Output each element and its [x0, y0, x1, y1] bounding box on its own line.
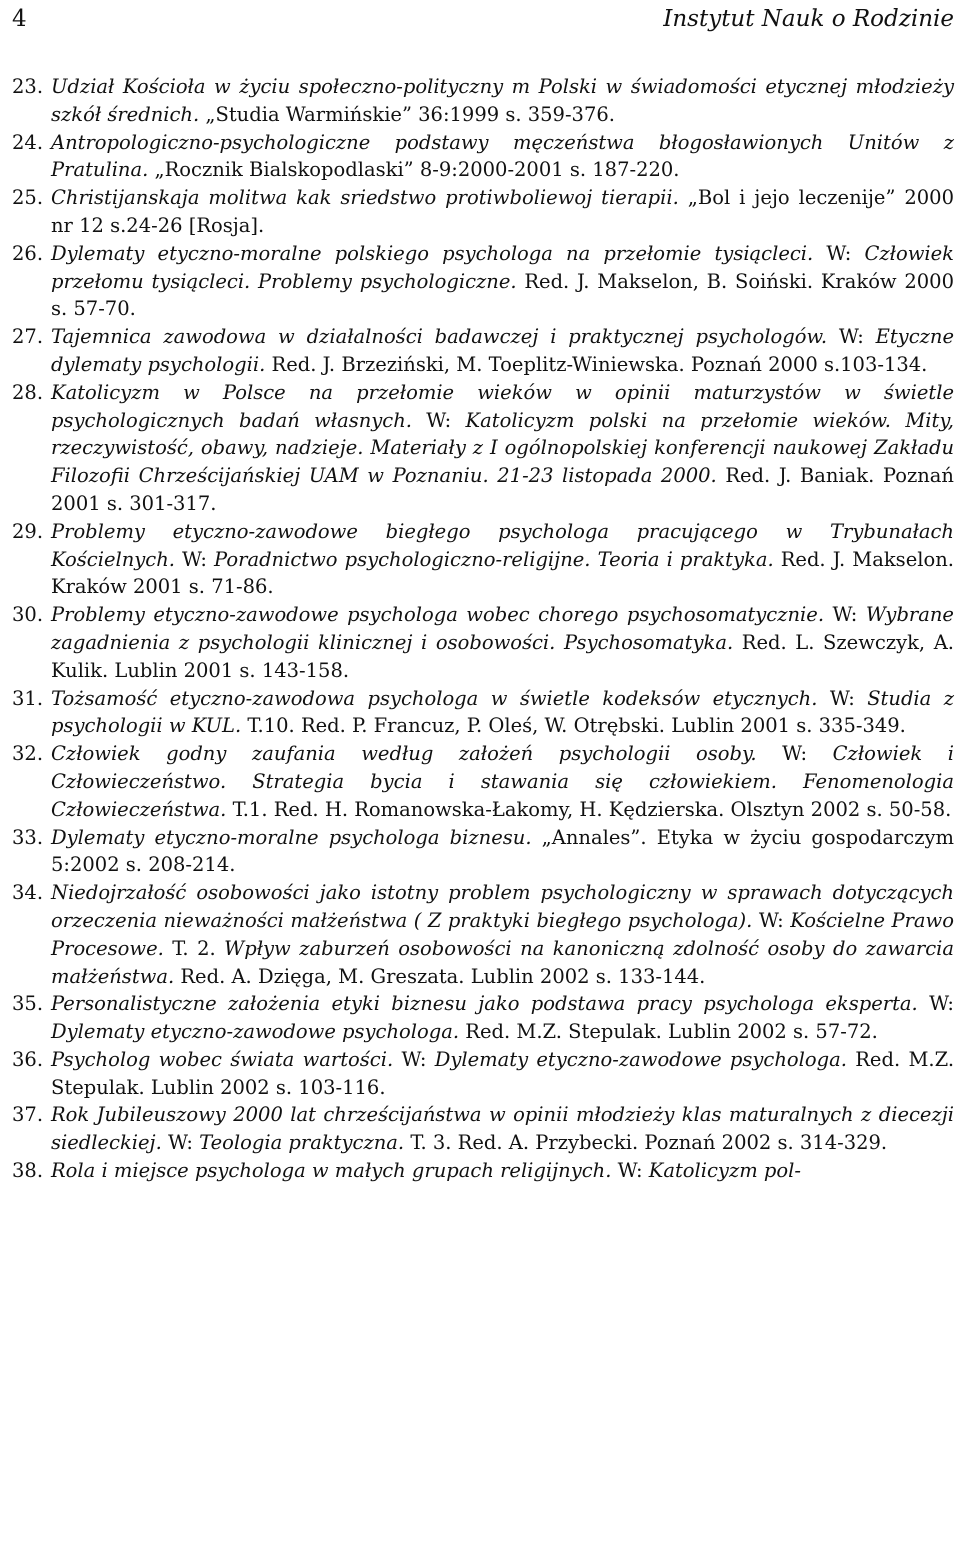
- page-number: 4: [12, 6, 27, 32]
- entry-title: Niedojrzałość osobowości jako istotny problem psychologiczny w sprawach dotyczących orzeczenia nieważności małżeństwa ( Z praktyki biegłego psychologa).: [51, 881, 954, 932]
- entry-in-marker: W:: [827, 325, 876, 349]
- entry-publication: T.10. Red. P. Francuz, P. Oleś, W. Otrębski. Lublin 2001 s. 335-349.: [241, 714, 906, 738]
- entry-publication: „Studia Warmińskie” 36:1999 s. 359-376.: [199, 102, 615, 126]
- entry-number: 26.: [12, 241, 44, 265]
- entry-title: Problemy etyczno-zawodowe biegłego psychologa pracującego w Trybunałach Kościelnych.: [51, 519, 954, 571]
- entry-source: Wybrane zagadnienia z psychologii klinicznej i osobowości. Psychosomatyka.: [51, 603, 954, 654]
- entry-title: Personalistyczne założenia etyki biznesu jako podstawa pracy psychologa eksperta.: [51, 992, 918, 1016]
- bibliography-entry-30: [12, 601, 954, 684]
- entry-number: 31.: [12, 686, 44, 710]
- entry-in-marker: W:: [813, 241, 865, 265]
- entry-number: 32.: [12, 742, 44, 766]
- entry-source: Etyczne dylematy psychologii.: [51, 325, 954, 376]
- entry-source: Człowiek przełomu tysiącleci. Problemy psychologiczne.: [51, 241, 954, 293]
- bibliography-entry-36: [12, 1046, 954, 1102]
- bibliography-entry-25: [12, 184, 954, 240]
- entry-title: Rola i miejsce psychologa w małych grupach religijnych.: [51, 1159, 612, 1183]
- entry-volume: T. 2.: [163, 936, 225, 960]
- entry-publication: „Annales”. Etyka w życiu gospodarczym 5:2002 s. 208-214.: [51, 825, 954, 877]
- entry-in-marker: W:: [756, 742, 833, 766]
- entry-publication: Red. J. Brzeziński, M. Toeplitz-Winiewska. Poznań 2000 s.103-134.: [265, 352, 928, 376]
- entry-number: 38.: [12, 1159, 44, 1183]
- entry-in-marker: W:: [161, 1131, 200, 1155]
- bibliography-entry-32: [12, 740, 954, 823]
- entry-number: 35.: [12, 992, 44, 1016]
- entry-source: Dylematy etyczno-zawodowe psychologa.: [51, 1020, 460, 1044]
- bibliography-entry-28: [12, 379, 954, 518]
- entry-publication: Red. A. Dzięga, M. Greszata. Lublin 2002 s. 133-144.: [174, 964, 706, 988]
- entry-title: Dylematy etyczno-moralne polskiego psychologa na przełomie tysiącleci.: [51, 241, 814, 265]
- entry-number: 36.: [12, 1047, 44, 1071]
- entry-source: Poradnictwo psychologiczno-religijne. Teoria i praktyka.: [214, 547, 774, 571]
- entry-number: 28.: [12, 380, 44, 404]
- document-page: [12, 0, 954, 1545]
- bibliography-entry-38: [12, 1157, 954, 1185]
- entry-source: Człowiek i Człowieczeństwo. Strategia bycia i stawania się człowiekiem. Fenomenologia Człowieczeństwa.: [51, 742, 954, 821]
- entry-publication: T. 3. Red. A. Przybecki. Poznań 2002 s. 314-329.: [404, 1131, 888, 1155]
- bibliography-entry-29: [12, 518, 954, 601]
- entry-source: Studia z psychologii w KUL.: [51, 686, 954, 738]
- bibliography-list: [12, 73, 954, 1185]
- entry-number: 27.: [12, 325, 44, 349]
- entry-title: Psycholog wobec świata wartości.: [51, 1047, 394, 1071]
- bibliography-entry-26: [12, 240, 954, 323]
- bibliography-entry-37: [12, 1101, 954, 1157]
- entry-in-marker: W:: [752, 908, 791, 932]
- entry-source: Dylematy etyczno-zawodowe psychologa.: [434, 1047, 847, 1071]
- bibliography-entry-35: [12, 990, 954, 1046]
- entry-publication: „Bol i jejo leczenije” 2000 nr 12 s.24-26 [Rosja].: [51, 186, 954, 237]
- entry-in-marker: W:: [824, 603, 866, 627]
- entry-publication: Red. M.Z. Stepulak. Lublin 2002 s. 103-116.: [51, 1047, 955, 1099]
- entry-publication: Red. L. Szewczyk, A. Kulik. Lublin 2001 s. 143-158.: [51, 630, 955, 682]
- bibliography-entry-33: [12, 824, 954, 880]
- entry-in-marker: W:: [393, 1047, 435, 1071]
- entry-publication: Red. J. Makselon. Kraków 2001 s. 71-86.: [51, 547, 954, 599]
- entry-title: Christijanskaja molitwa kak sriedstwo protiwboliewoj tierapii.: [51, 186, 679, 210]
- bibliography-entry-24: [12, 129, 954, 185]
- entry-title: Problemy etyczno-zawodowe psychologa wobec chorego psychosomatycznie.: [51, 603, 825, 627]
- entry-title: Antropologiczno-psychologiczne podstawy męczeństwa błogosławionych Unitów z Pratulina.: [51, 130, 954, 182]
- entry-number: 37.: [12, 1103, 44, 1127]
- running-title: Instytut Nauk o Rodzinie: [663, 6, 954, 32]
- entry-publication: T.1. Red. H. Romanowska-Łakomy, H. Kędzierska. Olsztyn 2002 s. 50-58.: [226, 797, 952, 821]
- entry-in-marker: W:: [411, 408, 466, 432]
- entry-title: Dylematy etyczno-moralne psychologa biznesu.: [51, 825, 532, 849]
- entry-title: Tożsamość etyczno-zawodowa psychologa w świetle kodeksów etycznych.: [51, 686, 818, 710]
- entry-publication: Red. J. Makselon, B. Soiński. Kraków 2000 s. 57-70.: [51, 269, 954, 321]
- entry-source: Katolicyzm polski na przełomie wieków. Mity, rzeczywistość, obawy, nadzieje. Materiały z I ogólnopolskiej konferencji naukowej Zakładu Filozofii Chrześcijańskiej UAM w Poznaniu. 21-23 listopada 2000.: [51, 408, 954, 488]
- entry-in-marker: W:: [817, 686, 868, 710]
- entry-source: Katolicyzm pol-: [648, 1159, 801, 1183]
- entry-title: Rok Jubileuszowy 2000 lat chrześcijaństwa w opinii młodzieży klas maturalnych z diecezji siedleckiej.: [51, 1103, 954, 1155]
- entry-title: Tajemnica zawodowa w działalności badawczej i praktycznej psychologów.: [51, 325, 828, 349]
- entry-in-marker: W:: [611, 1159, 649, 1183]
- entry-in-marker: W:: [174, 547, 215, 571]
- entry-publication: Red. J. Baniak. Poznań 2001 s. 301-317.: [51, 464, 954, 515]
- entry-title: Katolicyzm w Polsce na przełomie wieków w opinii maturzystów w świetle psychologicznych badań własnych.: [51, 380, 954, 432]
- entry-source-subtitle: Wpływ zaburzeń osobowości na kanoniczną zdolność osoby do zawarcia małżeństwa.: [51, 936, 954, 988]
- entry-source: Teologia praktyczna.: [199, 1131, 405, 1155]
- entry-number: 25.: [12, 186, 44, 210]
- entry-title: Człowiek godny zaufania według założeń psychologii osoby.: [51, 742, 757, 766]
- bibliography-entry-34: [12, 879, 954, 990]
- entry-in-marker: W:: [917, 992, 954, 1016]
- bibliography-entry-27: [12, 323, 954, 379]
- entry-number: 23.: [12, 75, 44, 98]
- entry-publication: Red. M.Z. Stepulak. Lublin 2002 s. 57-72.: [459, 1020, 878, 1044]
- entry-publication: „Rocznik Bialskopodlaski” 8-9:2000-2001 s. 187-220.: [148, 158, 680, 182]
- page-header: [12, 2, 954, 36]
- entry-title: Udział Kościoła w życiu społeczno-polityczny m Polski w świadomości etycznej młodzieży szkół średnich.: [51, 75, 954, 126]
- bibliography-entry-23: [12, 73, 954, 129]
- entry-source: Kościelne Prawo Procesowe.: [51, 908, 954, 960]
- entry-number: 30.: [12, 603, 44, 627]
- entry-number: 33.: [12, 825, 44, 849]
- entry-number: 24.: [12, 130, 44, 154]
- entry-number: 34.: [12, 881, 44, 905]
- bibliography-entry-31: [12, 685, 954, 741]
- entry-number: 29.: [12, 519, 44, 543]
